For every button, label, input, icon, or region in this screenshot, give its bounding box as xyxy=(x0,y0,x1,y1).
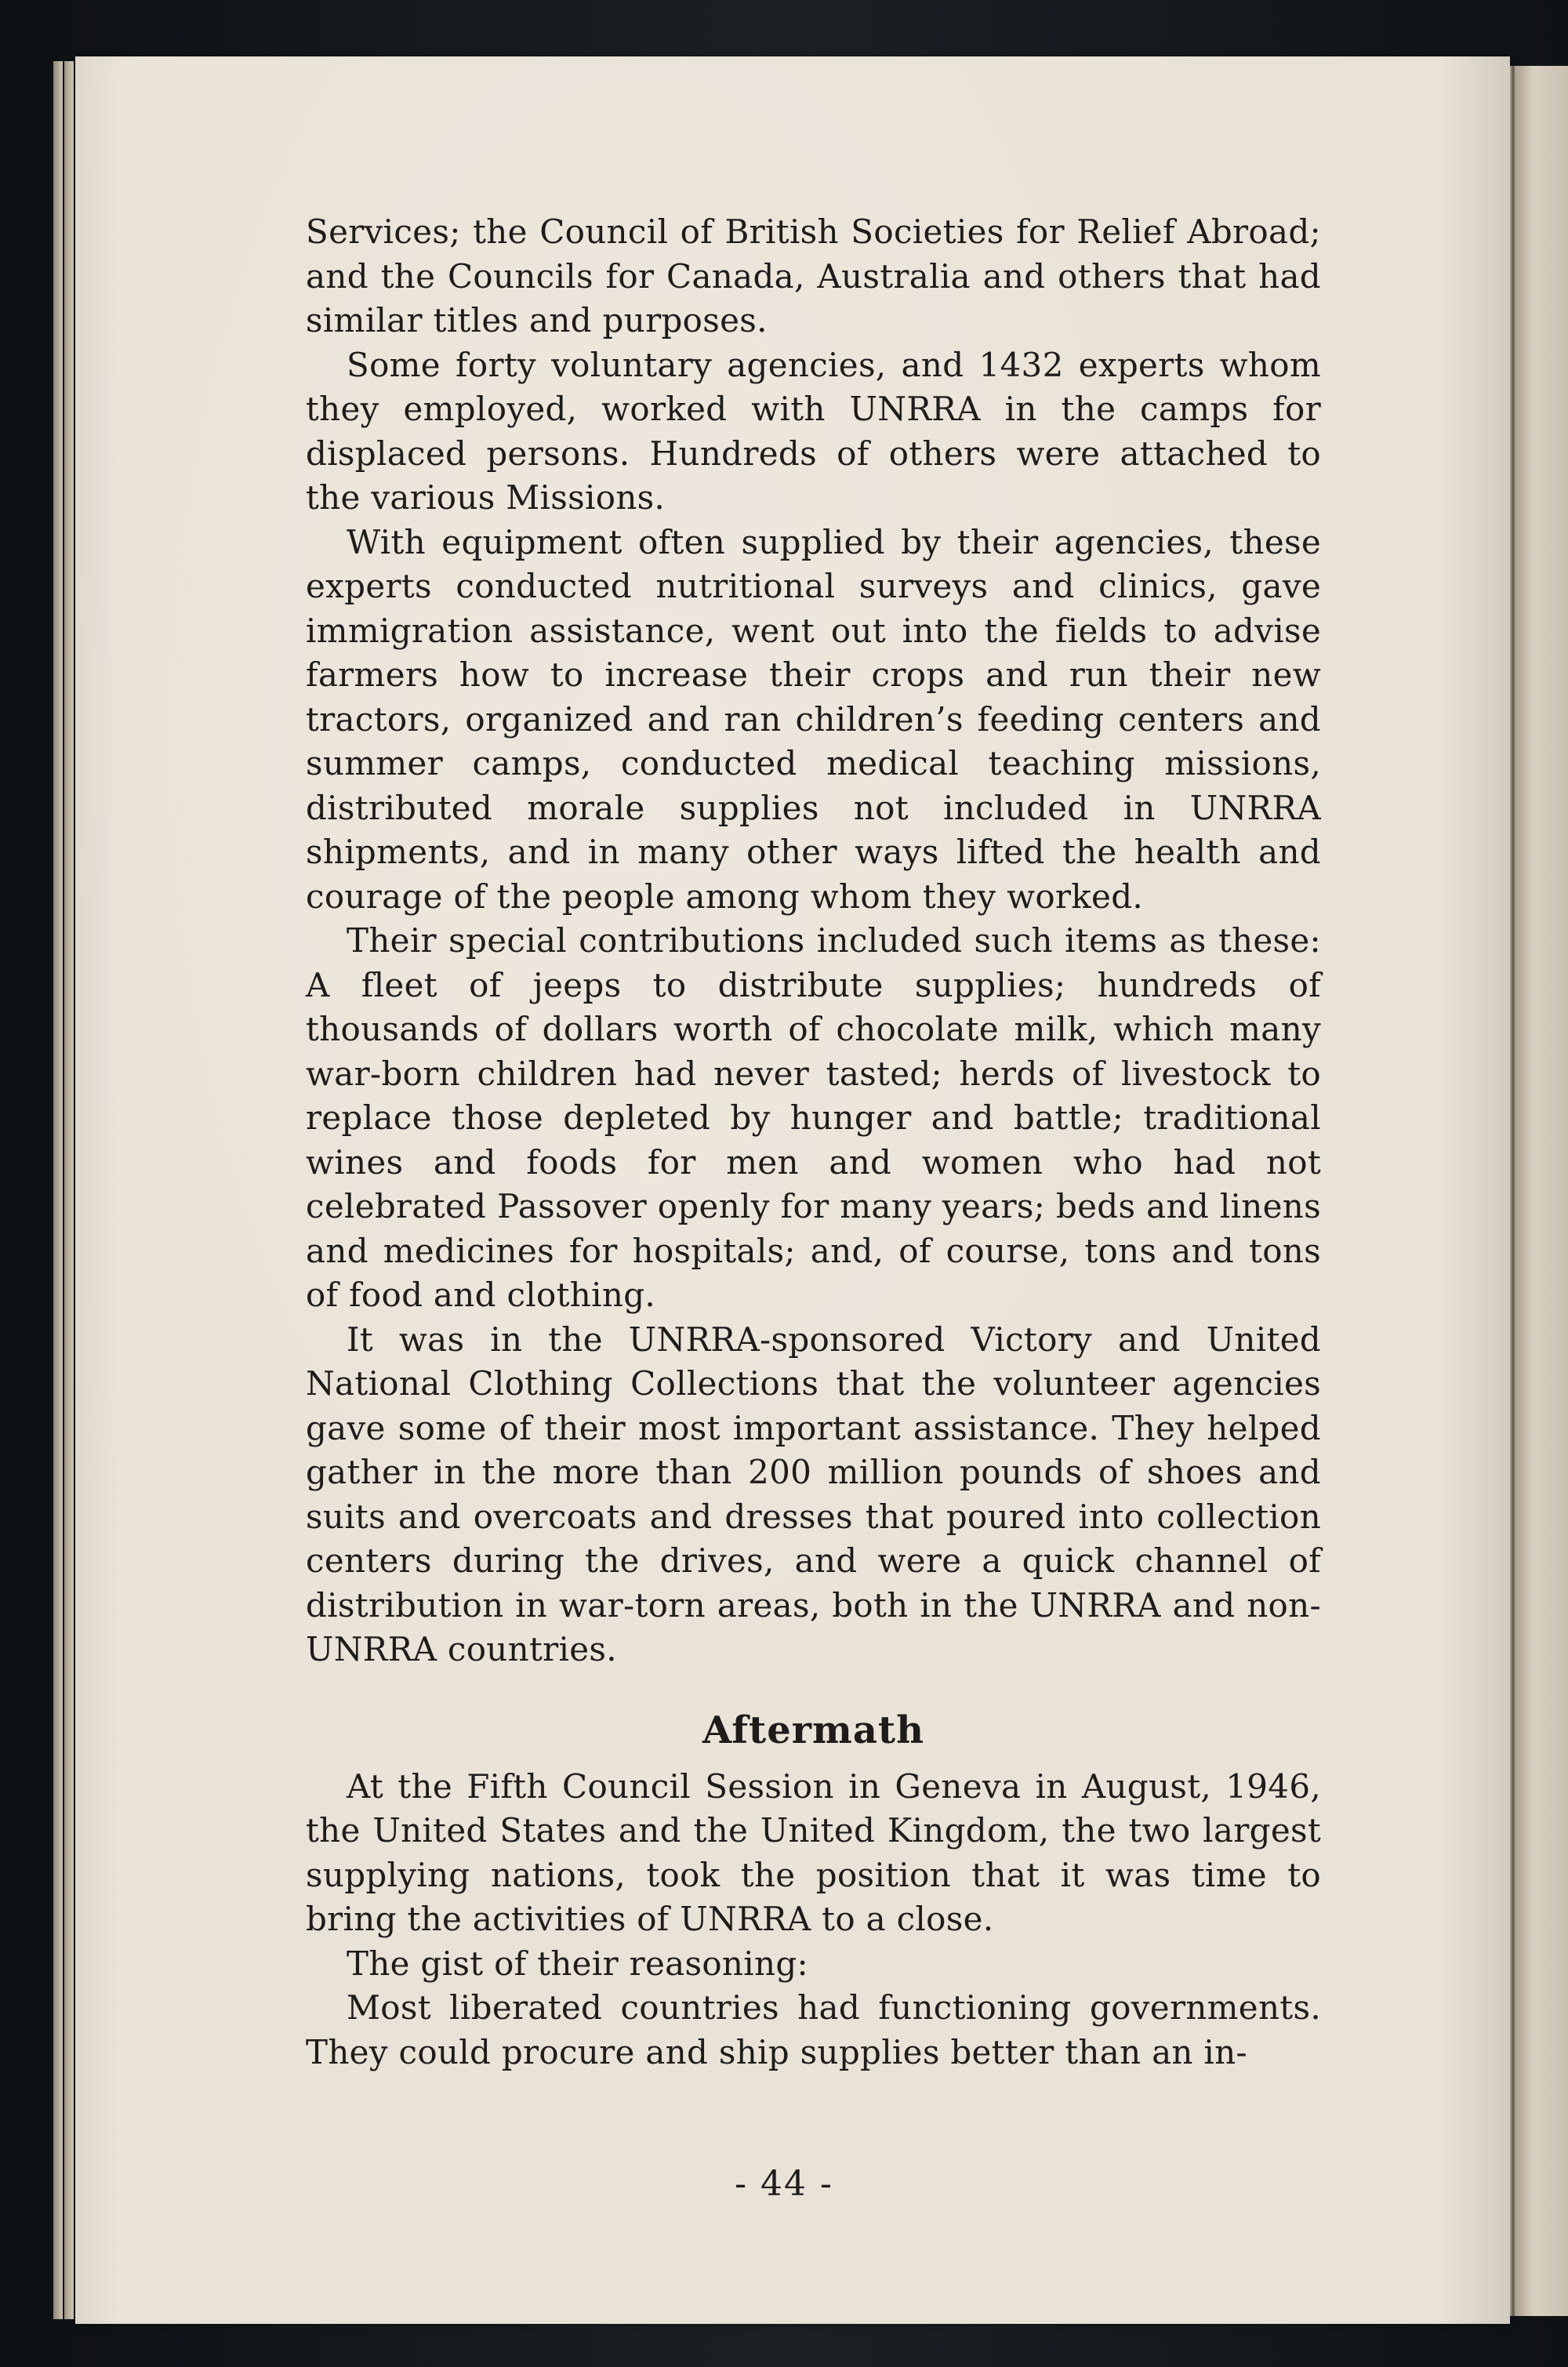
paragraph: Some forty voluntary agencies, and 1432 experts whom they employed, worked with UNRRA in the camps for displaced persons. Hundreds of others were attached to the various Missions. xyxy=(306,345,1321,517)
paragraph: Most liberated countries had functioning governments. They could procure and ship supplies better than an in- xyxy=(306,1988,1321,2071)
paragraph: With equipment often supplied by their agencies, these experts conducted nutritional surveys and clinics, gave immigration assistance, went out into the fields to advise farmers how to increase their crops and run their new tractors, organized and ran children’s feeding centers and summer camps, conducted medical teaching missions, distributed morale supplies not included in UNRRA shipments, and in many other ways lifted the health and courage of the people among whom they worked. xyxy=(306,522,1321,916)
paragraph: It was in the UNRRA-sponsored Victory and United National Clothing Collections that the volunteer agencies gave some of their most important assistance. They helped gather in the more than 200 million pounds of shoes and suits and overcoats and dresses that poured into collection centers during the drives, and were a quick channel of distribution in war-torn areas, both in the UNRRA and non-UNRRA countries. xyxy=(306,1320,1321,1668)
paragraph: The gist of their reasoning: xyxy=(347,1944,808,1983)
section-heading: Aftermath xyxy=(702,1708,924,1752)
page-number: - 44 - xyxy=(735,2164,833,2204)
body-text xyxy=(306,210,1321,2075)
binding-gutter xyxy=(1512,66,1515,2316)
page-stack-edge xyxy=(64,61,74,2319)
paragraph: Services; the Council of British Societies for Relief Abroad; and the Councils for Canada, Australia and others that had similar titles and purposes. xyxy=(306,212,1321,339)
paragraph: Their special contributions included such items as these: A fleet of jeeps to distribute supplies; hundreds of thousands of dollars worth of chocolate milk, which many war-born children had never tasted; herds of livestock to replace those depleted by hunger and battle; traditional wines and foods for men and women who had not celebrated Passover openly for many years; beds and linens and medicines for hospitals; and, of course, tons and tons of food and clothing. xyxy=(306,921,1321,1314)
facing-page-edge xyxy=(1510,66,1568,2316)
page-stack-edge xyxy=(53,61,63,2319)
paragraph: At the Fifth Council Session in Geneva in August, 1946, the United States and the United Kingdom, the two largest supplying nations, took the position that it was time to bring the activities of UNRRA to a close. xyxy=(306,1766,1321,1938)
